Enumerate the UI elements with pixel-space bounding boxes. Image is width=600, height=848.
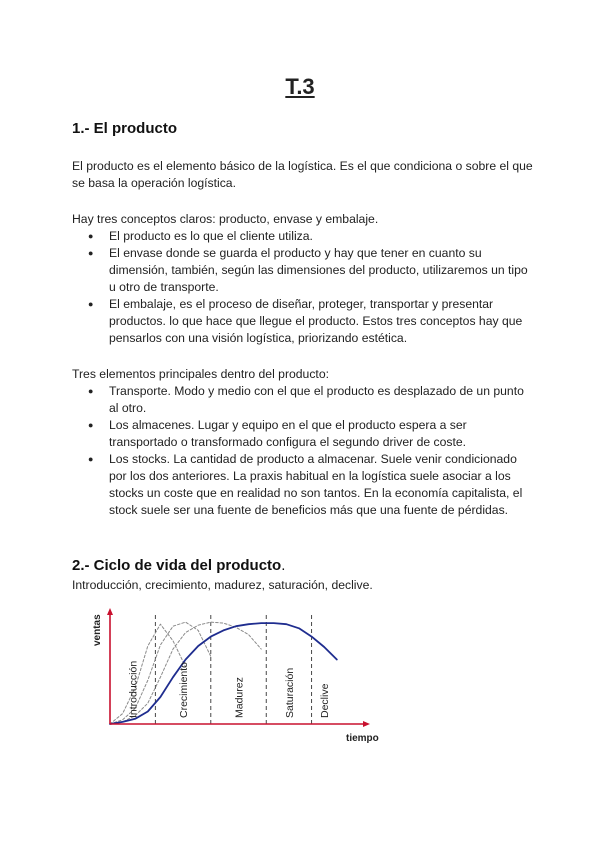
x-axis-label: tiempo	[346, 733, 379, 744]
concepts-list	[72, 228, 532, 347]
section-2-heading-dot: .	[281, 557, 286, 574]
section-1-paragraph: El producto es el elemento básico de la logística. Es el que condiciona o sobre el que se basa la operación logística.	[72, 159, 533, 190]
stage-label: Declive	[319, 683, 332, 718]
lifecycle-chart	[72, 604, 402, 746]
stage-label: Madurez	[233, 677, 246, 718]
section-2-heading-text: 2.- Ciclo de vida del producto	[72, 557, 282, 574]
list-item: ● Transporte. Modo y medio con el que el producto es desplazado de un punto al otro.	[72, 383, 532, 417]
stage-label: Introducción	[127, 660, 140, 718]
stage-label: Saturación	[283, 667, 296, 718]
stage-label: Crecimiento	[178, 661, 191, 718]
elements-list	[72, 383, 532, 519]
section-1-intro-2: Tres elementos principales dentro del producto:	[72, 367, 329, 381]
section-2-subtitle: Introducción, crecimiento, madurez, saturación, declive.	[72, 578, 373, 592]
section-1-heading: 1.- El producto	[72, 120, 177, 137]
list-item: ● Los almacenes. Lugar y equipo en el que el producto espera a ser transportado o transformado configura el segundo driver de coste.	[72, 417, 532, 451]
list-item: ● El envase donde se guarda el producto y hay que tener en cuanto su dimensión, también, según las dimensiones del producto, utilizaremos un tipo u otro de transporte.	[72, 245, 532, 296]
list-item: ● El embalaje, es el proceso de diseñar, proteger, transportar y presentar productos. lo que hace que llegue el producto. Estos tres conceptos hay que pensarlos con una visión logística, priorizando estética.	[72, 296, 532, 347]
list-item: ● Los stocks. La cantidad de producto a almacenar. Suele venir condicionado por los dos anteriores. La praxis habitual en la logística suele asociar a los stocks un coste que en realidad no son tantos. En la economía capitalista, el stock suele ser una fuente de beneficios más que una fuente de pérdidas.	[72, 451, 532, 519]
y-axis-label: ventas	[92, 614, 103, 646]
doc-title: T.3	[285, 74, 315, 99]
list-item: ● El producto es lo que el cliente utiliza.	[72, 228, 532, 245]
section-2-heading	[72, 557, 285, 574]
section-1-intro: Hay tres conceptos claros: producto, envase y embalaje.	[72, 212, 379, 226]
